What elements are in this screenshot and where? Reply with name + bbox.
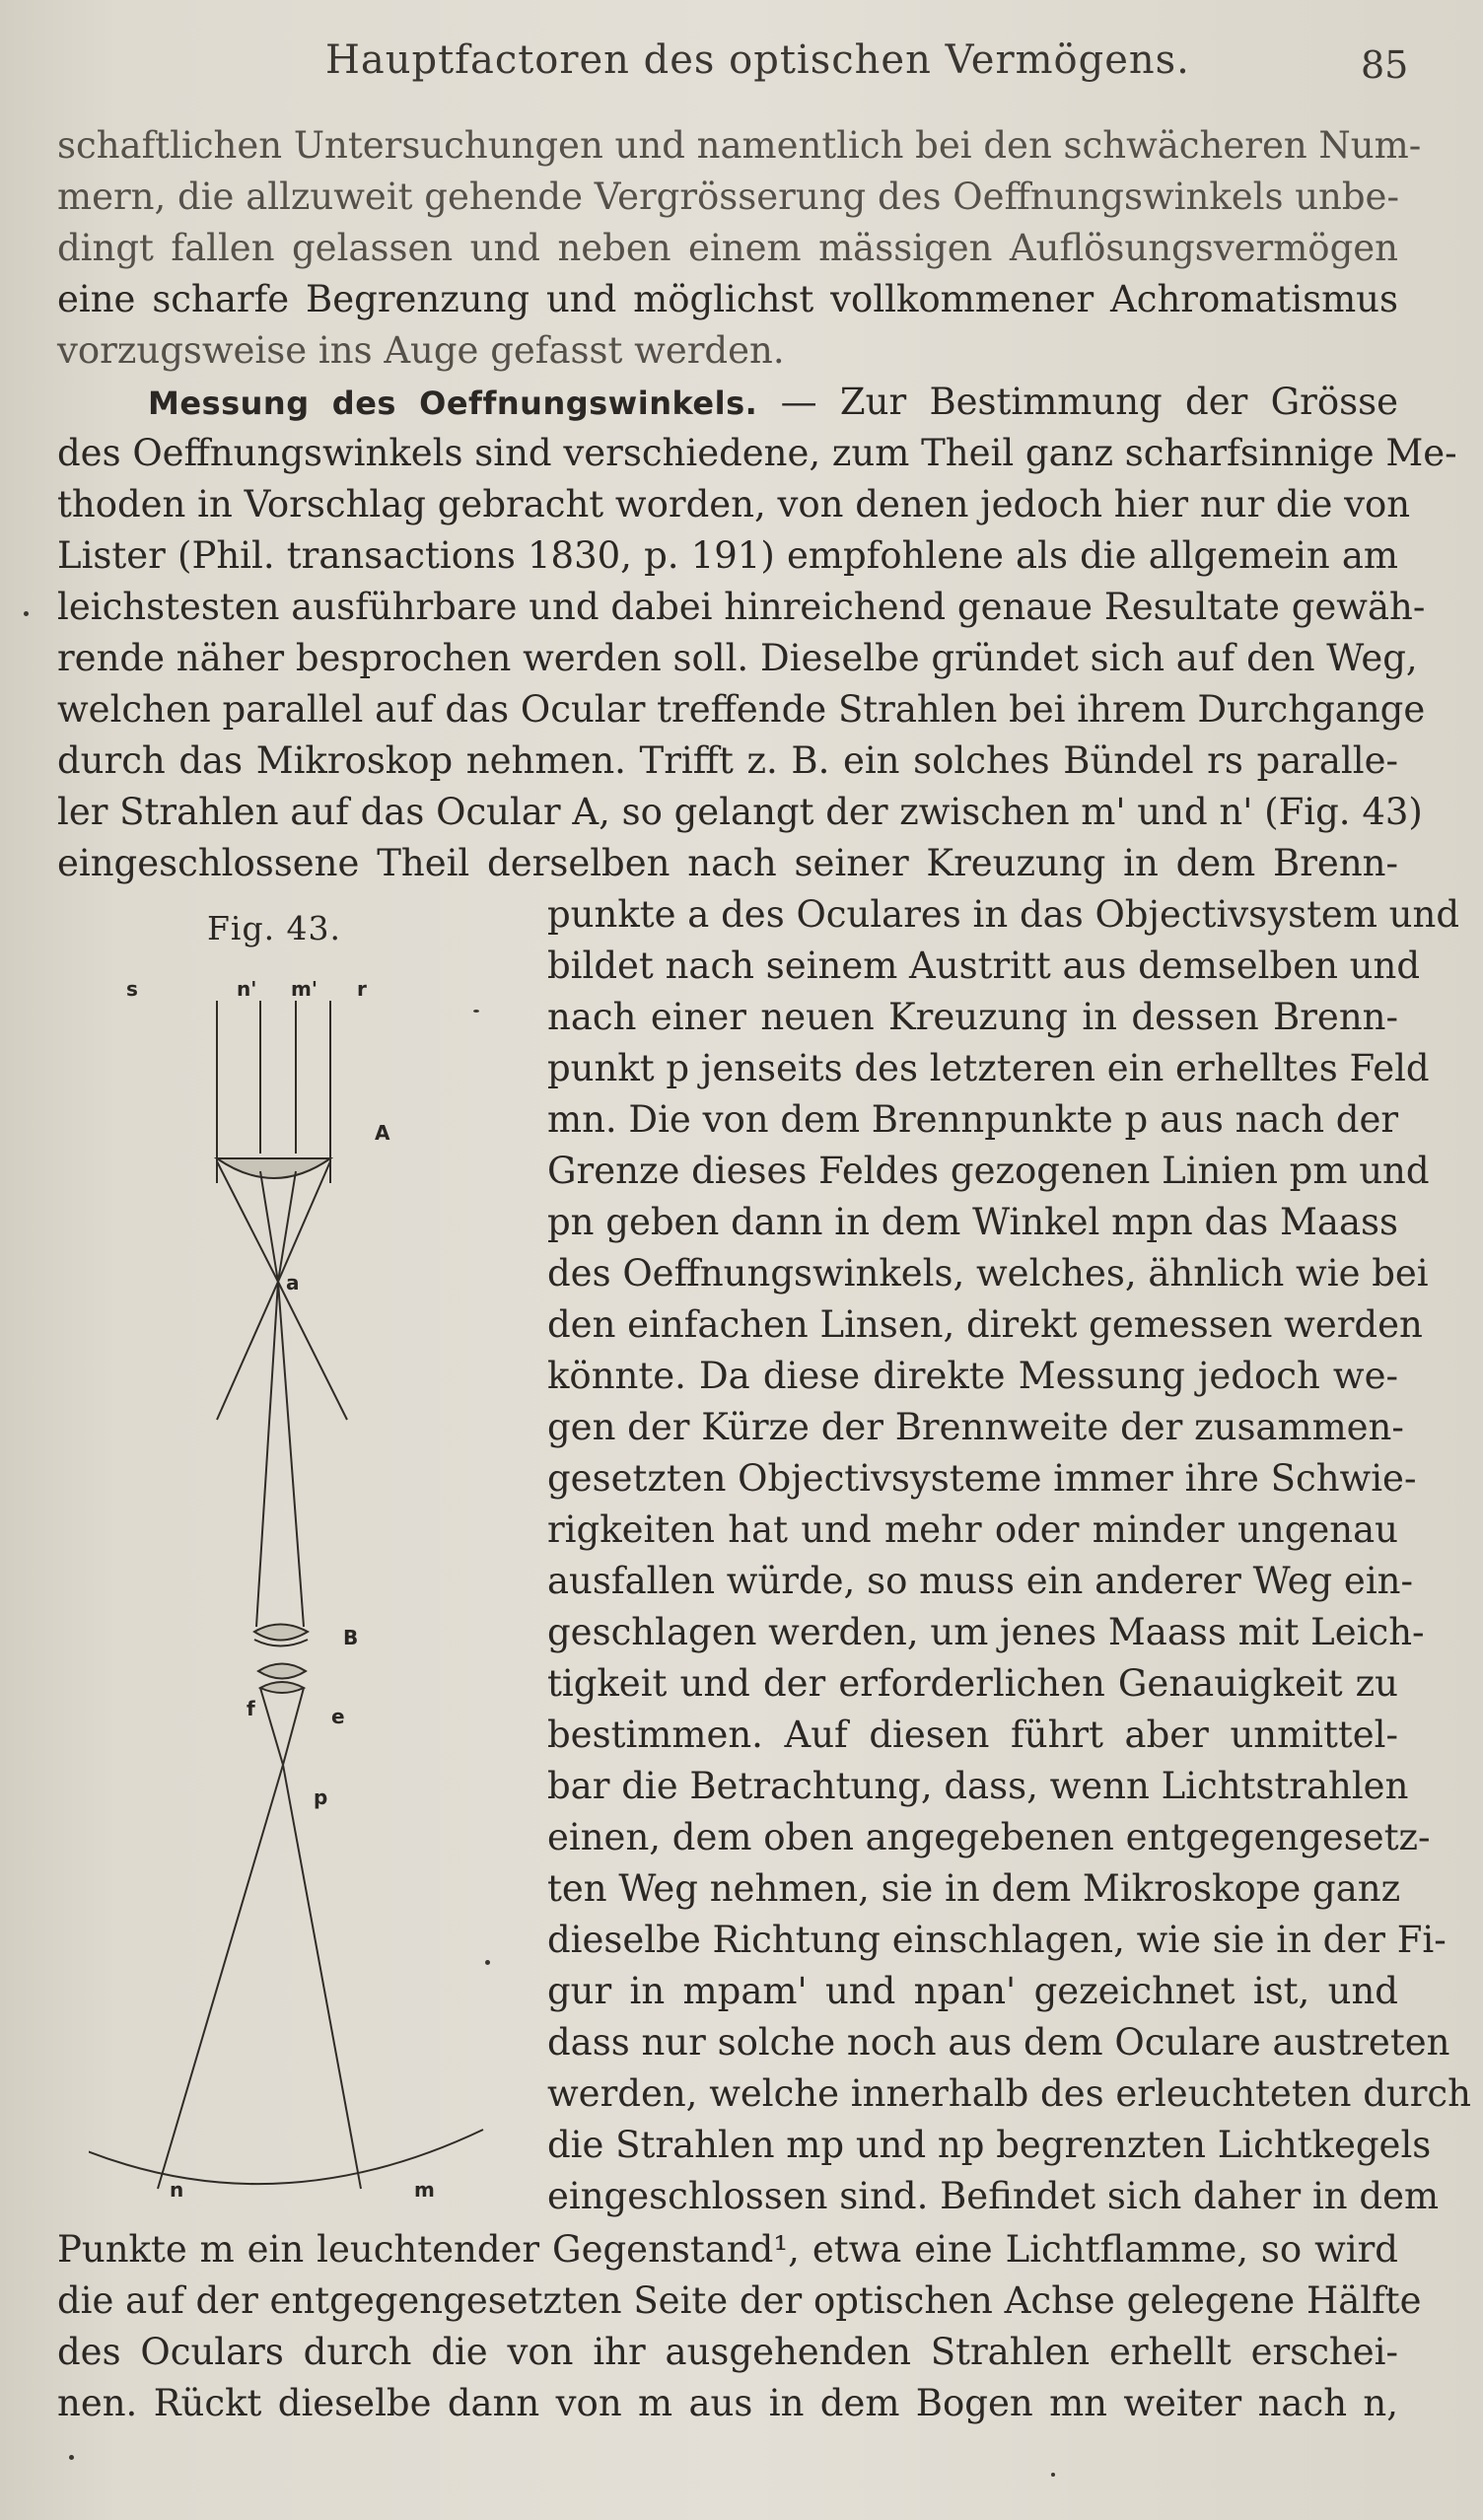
section-heading-rest: — Zur Bestimmung der Grösse: [757, 381, 1399, 423]
label-B: B: [343, 1626, 359, 1649]
wrap-line-17: bestimmen. Auf diesen führt aber unmittel-: [547, 1714, 1398, 1756]
page-number: 85: [1361, 43, 1409, 87]
section-line-6: welchen parallel auf das Ocular treffende Strahlen bei ihrem Durchgange: [57, 688, 1426, 731]
wrap-line-15: geschlagen werden, um jenes Maass mit Leich-: [547, 1611, 1425, 1653]
label-r: r: [357, 977, 367, 1001]
wrap-line-20: ten Weg nehmen, sie in dem Mikroskope ganz: [547, 1867, 1401, 1910]
label-a: a: [286, 1271, 300, 1295]
label-A: A: [375, 1121, 390, 1145]
figure-caption: Fig. 43.: [207, 909, 342, 947]
final-line-1: Punkte m ein leuchtender Gegenstand¹, etwa eine Lichtflamme, so wird: [57, 2228, 1398, 2271]
body-line-5: vorzugsweise ins Auge gefasst werden.: [57, 329, 785, 372]
section-line-2: thoden in Vorschlag gebracht worden, von denen jedoch hier nur die von: [57, 483, 1411, 525]
final-line-4: nen. Rückt dieselbe dann von m aus in dem Bogen mn weiter nach n,: [57, 2382, 1398, 2424]
wrap-line-16: tigkeit und der erforderlichen Genauigkeit zu: [547, 1662, 1398, 1705]
print-speck: [473, 1010, 479, 1013]
wrap-line-23: dass nur solche noch aus dem Oculare austreten: [547, 2021, 1450, 2064]
wrap-line-4: punkt p jenseits des letzteren ein erhelltes Feld: [547, 1047, 1430, 1089]
page-header: [0, 37, 1483, 97]
label-n-prime: n': [237, 977, 257, 1001]
print-speck: [485, 1960, 490, 1965]
body-line-3: dingt fallen gelassen und neben einem mässigen Auflösungsvermögen: [57, 227, 1398, 269]
section-line-9: eingeschlossene Theil derselben nach seiner Kreuzung in dem Brenn-: [57, 842, 1398, 884]
label-n: n: [170, 2178, 184, 2202]
wrap-line-21: dieselbe Richtung einschlagen, wie sie in der Fi-: [547, 1919, 1447, 1961]
section-line-3: Lister (Phil. transactions 1830, p. 191) empfohlene als die allgemein am: [57, 534, 1398, 577]
wrap-line-12: gesetzten Objectivsysteme immer ihre Schwie-: [547, 1457, 1417, 1500]
print-speck: [69, 2455, 74, 2460]
wrap-line-7: pn geben dann in dem Winkel mpn das Maass: [547, 1201, 1398, 1243]
label-m-prime: m': [291, 977, 318, 1001]
running-head: Hauptfactoren des optischen Vermögens.: [325, 37, 1190, 83]
wrap-line-25: die Strahlen mp und np begrenzten Lichtkegels: [547, 2124, 1432, 2166]
body-line-1: schaftlichen Untersuchungen und namentlich bei den schwächeren Num-: [57, 124, 1422, 167]
wrap-line-8: des Oeffnungswinkels, welches, ähnlich wie bei: [547, 1252, 1429, 1295]
label-m: m: [414, 2178, 435, 2202]
section-line-7: durch das Mikroskop nehmen. Trifft z. B. ein solches Bündel rs paralle-: [57, 739, 1398, 782]
section-line-8: ler Strahlen auf das Ocular A, so gelangt der zwischen m' und n' (Fig. 43): [57, 791, 1423, 833]
wrap-line-6: Grenze dieses Feldes gezogenen Linien pm und: [547, 1150, 1430, 1192]
microscope-ray-diagram: [89, 946, 503, 2208]
section-heading: Messung des Oeffnungswinkels.: [148, 385, 758, 422]
wrap-line-13: rigkeiten hat und mehr oder minder ungenau: [547, 1508, 1398, 1551]
label-f: f: [247, 1697, 255, 1720]
wrap-line-11: gen der Kürze der Brennweite der zusammen-: [547, 1406, 1404, 1448]
wrap-line-2: bildet nach seinem Austritt aus demselben und: [547, 945, 1421, 987]
final-line-2: die auf der entgegengesetzten Seite der optischen Achse gelegene Hälfte: [57, 2279, 1422, 2322]
section-line-1: des Oeffnungswinkels sind verschiedene, zum Theil ganz scharfsinnige Me-: [57, 432, 1457, 474]
label-e: e: [331, 1705, 345, 1728]
final-line-3: des Oculars durch die von ihr ausgehenden Strahlen erhellt erschei-: [57, 2331, 1398, 2373]
wrap-line-5: mn. Die von dem Brennpunkte p aus nach der: [547, 1098, 1399, 1141]
figure-43-svg: [89, 946, 503, 2208]
wrap-line-22: gur in mpam' und npan' gezeichnet ist, und: [547, 1970, 1398, 2012]
wrap-line-24: werden, welche innerhalb des erleuchteten durch: [547, 2072, 1471, 2115]
wrap-line-18: bar die Betrachtung, dass, wenn Lichtstrahlen: [547, 1765, 1409, 1807]
section-line-4: leichstesten ausführbare und dabei hinreichend genaue Resultate gewäh-: [57, 586, 1426, 628]
print-speck: [24, 611, 29, 616]
label-p: p: [314, 1785, 328, 1809]
wrap-line-19: einen, dem oben angegebenen entgegengesetz-: [547, 1816, 1431, 1858]
wrap-line-26: eingeschlossen sind. Befindet sich daher in dem: [547, 2175, 1440, 2217]
wrap-line-1: punkte a des Oculares in das Objectivsystem und: [547, 893, 1460, 936]
body-line-2: mern, die allzuweit gehende Vergrösserung des Oeffnungswinkels unbe-: [57, 175, 1399, 218]
wrap-line-14: ausfallen würde, so muss ein anderer Weg ein-: [547, 1560, 1413, 1602]
print-speck: [1051, 2473, 1055, 2477]
wrap-line-3: nach einer neuen Kreuzung in dessen Brenn-: [547, 996, 1398, 1038]
section-heading-line: [148, 383, 1398, 423]
section-line-5: rende näher besprochen werden soll. Dieselbe gründet sich auf den Weg,: [57, 637, 1418, 679]
wrap-line-9: den einfachen Linsen, direkt gemessen werden: [547, 1303, 1423, 1346]
wrap-line-10: könnte. Da diese direkte Messung jedoch we-: [547, 1355, 1398, 1397]
label-s: s: [126, 977, 138, 1001]
body-line-4: eine scharfe Begrenzung und möglichst vollkommener Achromatismus: [57, 278, 1398, 320]
